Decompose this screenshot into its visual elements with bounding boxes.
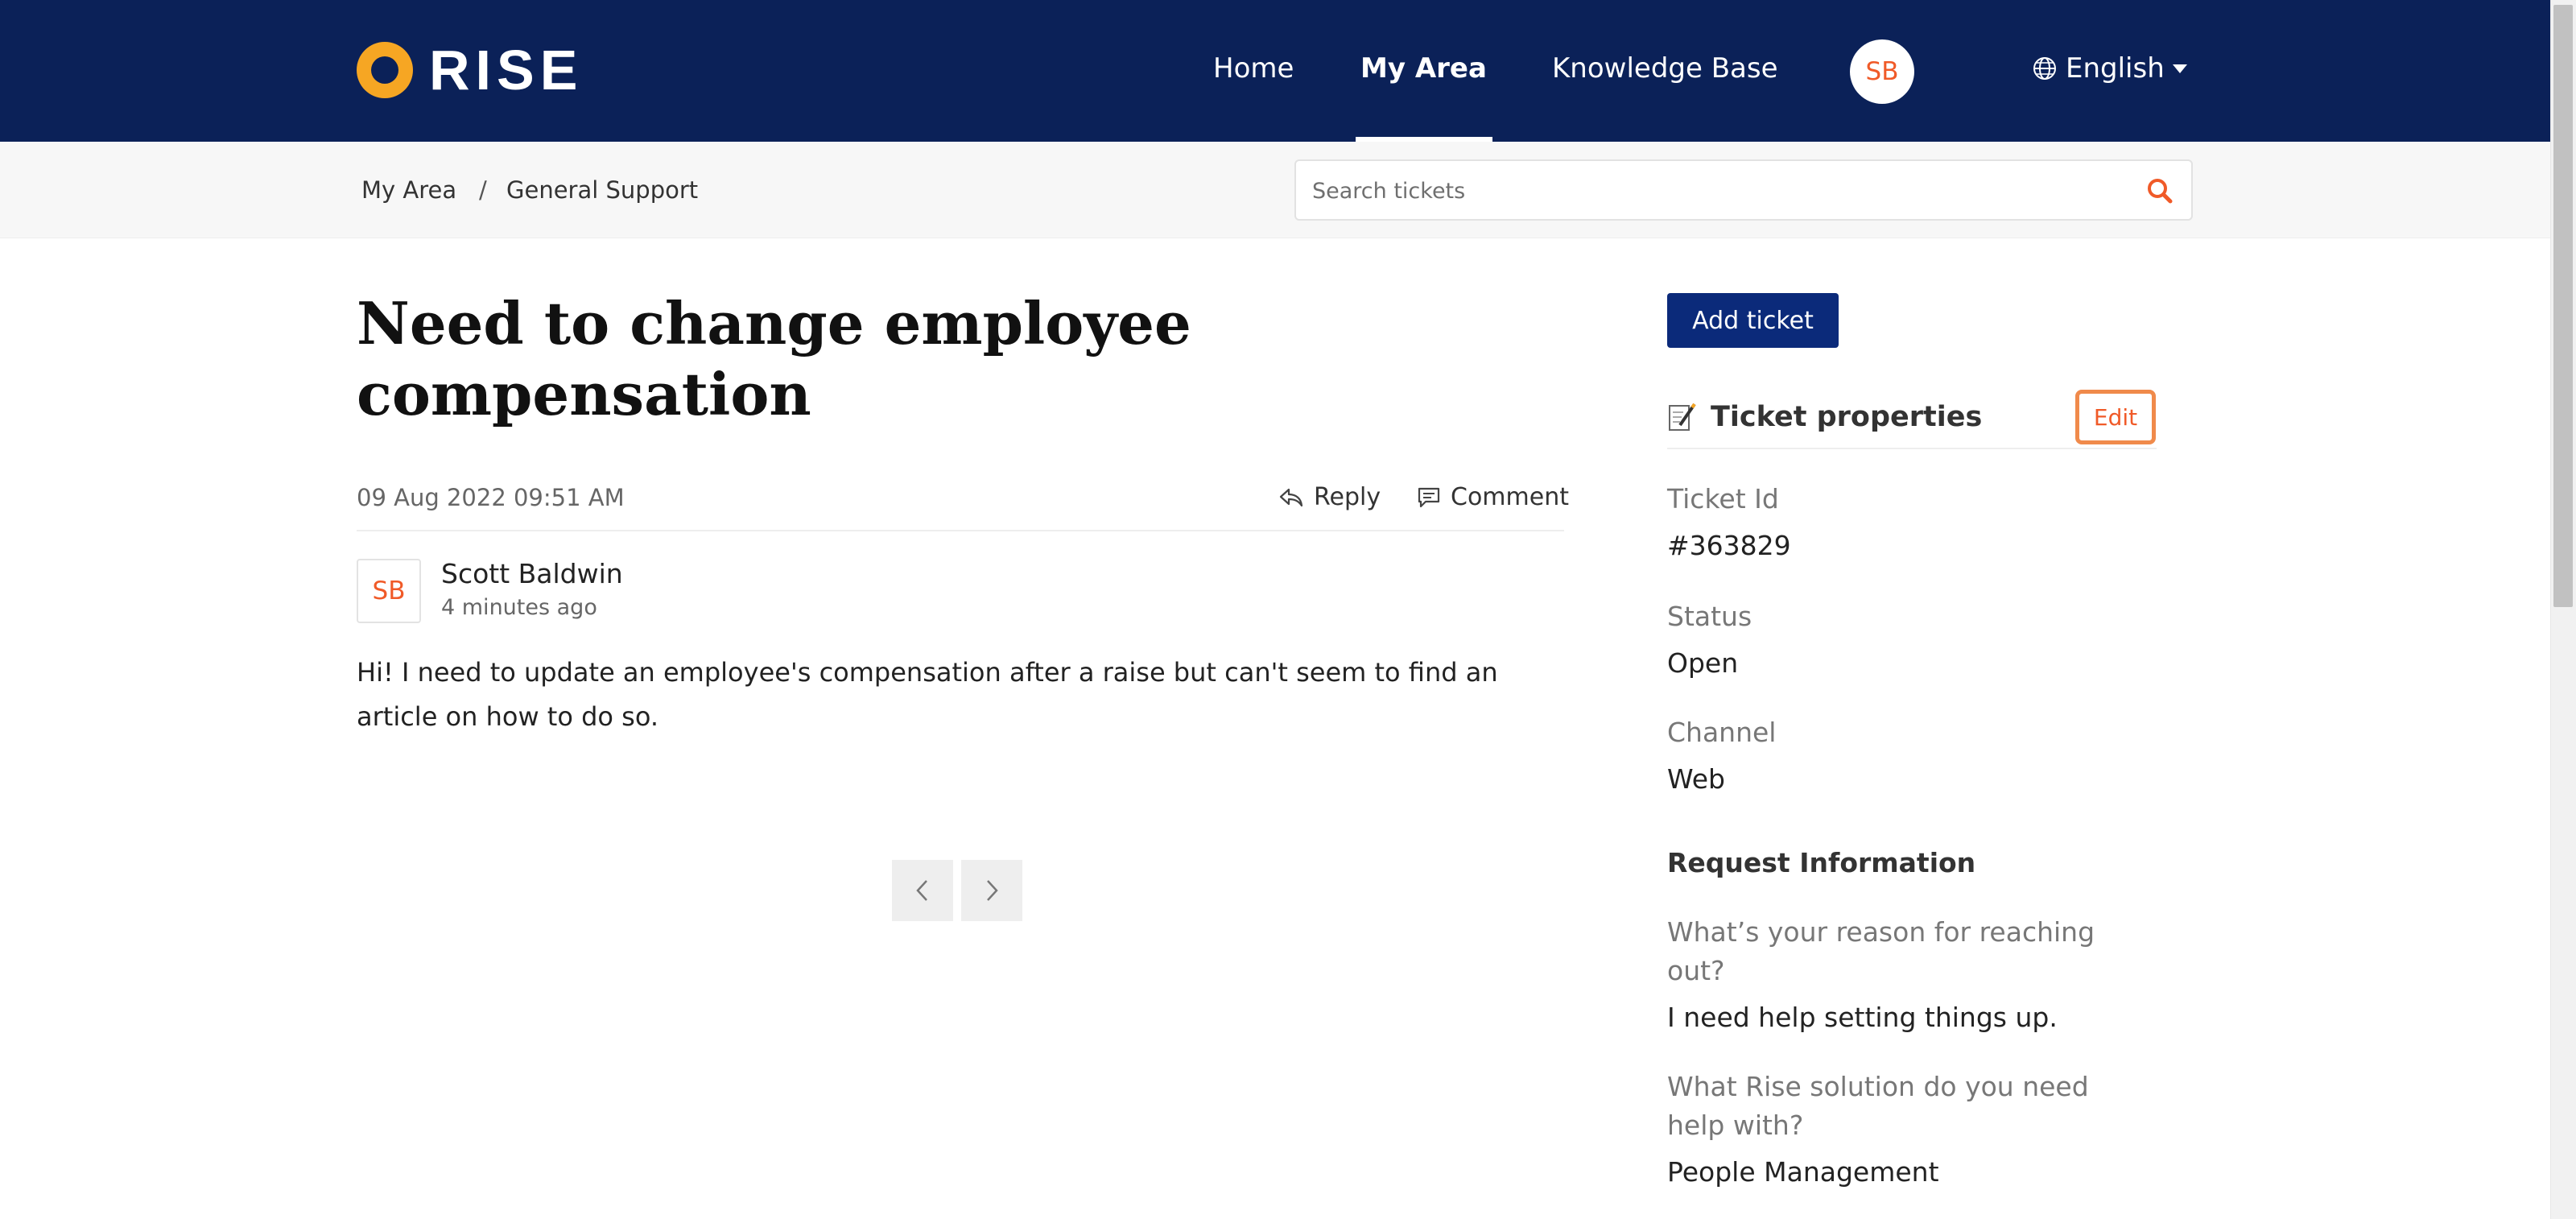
rise-logo[interactable]	[357, 41, 583, 99]
previous-page-button[interactable]	[892, 860, 953, 921]
edit-button[interactable]: Edit	[2075, 390, 2156, 444]
reason-answer: I need help setting things up.	[1667, 1002, 2058, 1033]
ticket-date: 09 Aug 2022 09:51 AM	[357, 484, 625, 511]
search-box	[1294, 159, 2193, 221]
ticket-message: Hi! I need to update an employee's compensation after a raise but can't seem to find an article on how to do so.	[357, 657, 1498, 732]
notepad-pencil-icon	[1667, 401, 1698, 433]
status-label: Status	[1667, 601, 1752, 632]
ticket-properties-header	[1667, 399, 1982, 435]
post-time-ago: 4 minutes ago	[441, 595, 597, 620]
comment-icon	[1417, 486, 1441, 509]
ticket-id-label: Ticket Id	[1667, 483, 1779, 514]
breadcrumb-separator: /	[479, 176, 487, 204]
solution-answer: People Management	[1667, 1156, 1939, 1188]
author-name: Scott Baldwin	[441, 558, 623, 589]
logo-text: RISE	[429, 39, 584, 101]
ticket-id-value: #363829	[1667, 530, 1791, 561]
author-avatar: SB	[357, 559, 421, 623]
reason-question: What’s your reason for reaching out?	[1667, 916, 2095, 986]
next-page-button[interactable]	[961, 860, 1022, 921]
nav-my-area[interactable]: My Area	[1360, 52, 1487, 85]
scrollbar-thumb[interactable]	[2553, 5, 2573, 607]
nav-home[interactable]: Home	[1213, 52, 1294, 85]
add-ticket-button[interactable]: Add ticket	[1667, 293, 1839, 348]
channel-value: Web	[1667, 763, 1725, 795]
reply-icon	[1278, 486, 1304, 509]
reply-button[interactable]	[1278, 481, 1381, 514]
ticket-title: Need to change employee compensation	[357, 289, 1191, 428]
reply-label: Reply	[1314, 483, 1381, 511]
breadcrumb-general-support[interactable]: General Support	[506, 176, 699, 204]
chevron-left-icon	[914, 878, 931, 903]
ticket-properties-title: Ticket properties	[1711, 401, 1983, 433]
language-label: English	[2066, 52, 2165, 85]
request-information-title: Request Information	[1667, 847, 1976, 878]
search-icon[interactable]	[2146, 177, 2174, 208]
search-input[interactable]	[1312, 176, 2117, 206]
properties-divider	[1667, 448, 2157, 449]
divider	[357, 530, 1564, 531]
solution-question: What Rise solution do you need help with?	[1667, 1071, 2089, 1141]
user-avatar[interactable]: SB	[1850, 39, 1914, 104]
comment-label: Comment	[1451, 483, 1569, 511]
language-selector[interactable]	[2032, 48, 2187, 89]
breadcrumb-my-area[interactable]: My Area	[361, 176, 457, 204]
chevron-right-icon	[984, 878, 1000, 903]
globe-icon	[2032, 56, 2058, 81]
status-value: Open	[1667, 647, 1739, 679]
logo-ring-icon	[357, 42, 413, 98]
nav-knowledge-base[interactable]: Knowledge Base	[1552, 52, 1778, 85]
channel-label: Channel	[1667, 717, 1777, 748]
chevron-down-icon	[2173, 64, 2187, 73]
comment-button[interactable]	[1417, 481, 1569, 514]
